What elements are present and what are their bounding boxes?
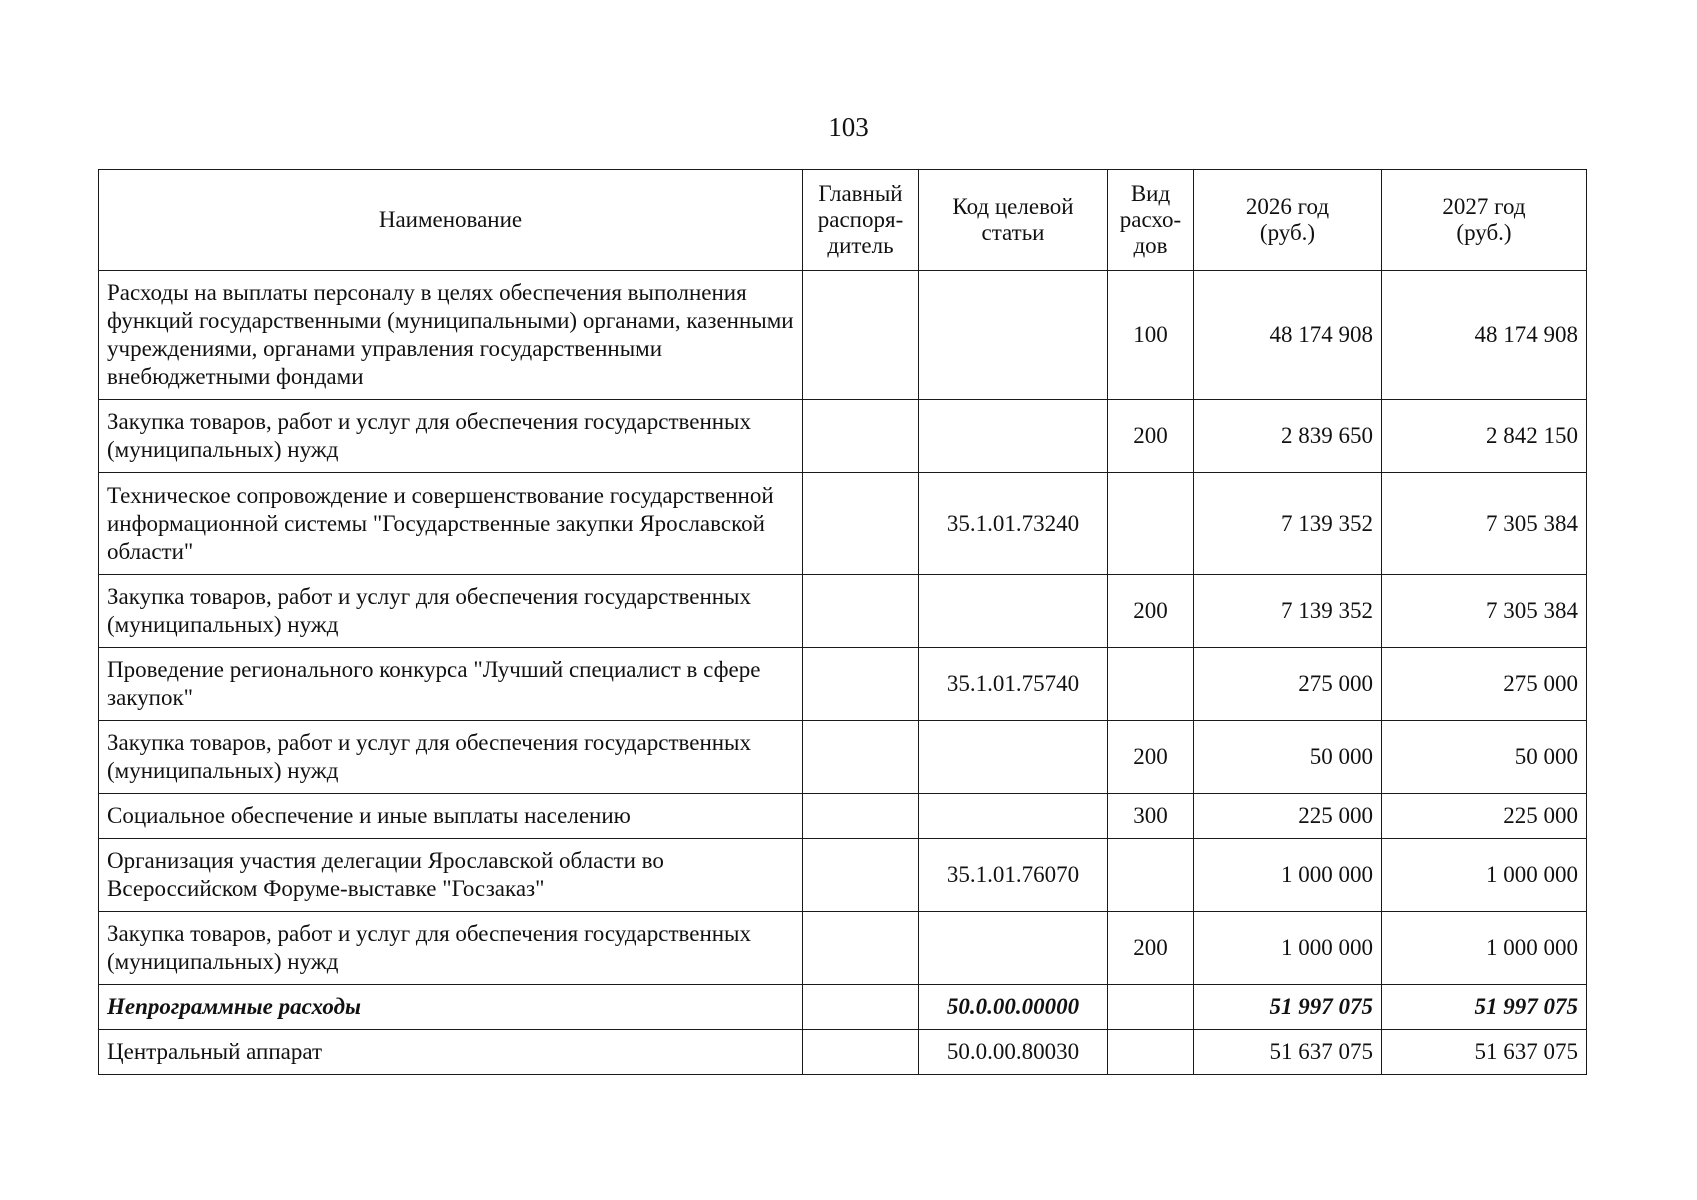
header-row — [99, 170, 1587, 271]
cell-2026: 48 174 908 — [1194, 271, 1382, 400]
header-manager-line-2: распоря- — [817, 207, 904, 232]
cell-name: Организация участия делегации Ярославской области во Всероссийском Форуме-выставке "Госзаказ" — [99, 839, 803, 912]
cell-manager — [803, 271, 919, 400]
cell-name: Закупка товаров, работ и услуг для обеспечения государственных (муниципальных) нужд — [99, 912, 803, 985]
header-code-line-1: Код целевой — [952, 194, 1074, 219]
cell-type: 100 — [1108, 271, 1194, 400]
cell-code — [919, 721, 1108, 794]
cell-type — [1108, 1030, 1194, 1075]
cell-code — [919, 794, 1108, 839]
table-row — [99, 912, 1587, 985]
table-row — [99, 721, 1587, 794]
table-row — [99, 794, 1587, 839]
cell-type — [1108, 985, 1194, 1030]
cell-name: Закупка товаров, работ и услуг для обеспечения государственных (муниципальных) нужд — [99, 575, 803, 648]
table-body — [99, 271, 1587, 1075]
cell-code — [919, 271, 1108, 400]
cell-2026: 50 000 — [1194, 721, 1382, 794]
table-row — [99, 400, 1587, 473]
budget-table — [98, 169, 1587, 1075]
header-2026-line-1: 2026 год — [1245, 194, 1330, 219]
cell-2027: 48 174 908 — [1382, 271, 1587, 400]
cell-code: 50.0.00.80030 — [919, 1030, 1108, 1075]
cell-manager — [803, 575, 919, 648]
cell-code — [919, 912, 1108, 985]
cell-2026: 7 139 352 — [1194, 473, 1382, 575]
cell-manager — [803, 912, 919, 985]
cell-type: 200 — [1108, 400, 1194, 473]
table-row — [99, 1030, 1587, 1075]
table-row — [99, 839, 1587, 912]
header-name: Наименование — [99, 170, 803, 271]
header-type-line-3: дов — [1133, 233, 1168, 258]
cell-2027: 225 000 — [1382, 794, 1587, 839]
header-type-line-1: Вид — [1130, 181, 1171, 206]
cell-code: 35.1.01.73240 — [919, 473, 1108, 575]
header-code-line-2: статьи — [981, 220, 1045, 245]
cell-2026: 2 839 650 — [1194, 400, 1382, 473]
header-2027 — [1382, 170, 1587, 271]
cell-code: 35.1.01.76070 — [919, 839, 1108, 912]
cell-2027: 51 637 075 — [1382, 1030, 1587, 1075]
cell-code: 50.0.00.00000 — [919, 985, 1108, 1030]
header-manager-line-3: дитель — [827, 233, 894, 258]
header-2026 — [1194, 170, 1382, 271]
header-manager-line-1: Главный — [818, 181, 903, 206]
table-row — [99, 473, 1587, 575]
cell-type — [1108, 473, 1194, 575]
header-code — [919, 170, 1108, 271]
cell-2027: 50 000 — [1382, 721, 1587, 794]
cell-2026: 225 000 — [1194, 794, 1382, 839]
table-header — [99, 170, 1587, 271]
cell-2027: 2 842 150 — [1382, 400, 1587, 473]
cell-type: 200 — [1108, 912, 1194, 985]
cell-type — [1108, 839, 1194, 912]
cell-2027: 1 000 000 — [1382, 839, 1587, 912]
cell-code: 35.1.01.75740 — [919, 648, 1108, 721]
cell-2027: 51 997 075 — [1382, 985, 1587, 1030]
cell-2027: 1 000 000 — [1382, 912, 1587, 985]
page-number: 103 — [828, 112, 869, 142]
cell-code — [919, 575, 1108, 648]
cell-name: Центральный аппарат — [99, 1030, 803, 1075]
cell-2026: 275 000 — [1194, 648, 1382, 721]
cell-manager — [803, 985, 919, 1030]
cell-name: Техническое сопровождение и совершенствование государственной информационной системы "Государственные закупки Ярославской области" — [99, 473, 803, 575]
cell-type: 200 — [1108, 721, 1194, 794]
cell-manager — [803, 648, 919, 721]
cell-2026: 51 637 075 — [1194, 1030, 1382, 1075]
cell-name: Расходы на выплаты персоналу в целях обеспечения выполнения функций государственными (муниципальными) органами, казенными учреждениями, органами управления государственными внебюджетными фондами — [99, 271, 803, 400]
cell-type: 300 — [1108, 794, 1194, 839]
cell-name: Закупка товаров, работ и услуг для обеспечения государственных (муниципальных) нужд — [99, 721, 803, 794]
header-manager — [803, 170, 919, 271]
cell-2027: 275 000 — [1382, 648, 1587, 721]
cell-name: Закупка товаров, работ и услуг для обеспечения государственных (муниципальных) нужд — [99, 400, 803, 473]
cell-manager — [803, 794, 919, 839]
cell-2026: 1 000 000 — [1194, 839, 1382, 912]
cell-manager — [803, 473, 919, 575]
header-type-line-2: расхо- — [1119, 207, 1182, 232]
header-type — [1108, 170, 1194, 271]
cell-type: 200 — [1108, 575, 1194, 648]
table-row — [99, 648, 1587, 721]
cell-name: Социальное обеспечение и иные выплаты населению — [99, 794, 803, 839]
header-2027-line-2: (руб.) — [1456, 220, 1512, 245]
cell-manager — [803, 400, 919, 473]
table-row-section — [99, 985, 1587, 1030]
cell-2026: 7 139 352 — [1194, 575, 1382, 648]
table-row — [99, 575, 1587, 648]
cell-2027: 7 305 384 — [1382, 575, 1587, 648]
header-2027-line-1: 2027 год — [1442, 194, 1526, 219]
cell-2026: 51 997 075 — [1194, 985, 1382, 1030]
table-row — [99, 271, 1587, 400]
cell-manager — [803, 721, 919, 794]
cell-code — [919, 400, 1108, 473]
cell-manager — [803, 1030, 919, 1075]
cell-2026: 1 000 000 — [1194, 912, 1382, 985]
cell-name: Непрограммные расходы — [99, 985, 803, 1030]
cell-type — [1108, 648, 1194, 721]
cell-name: Проведение регионального конкурса "Лучший специалист в сфере закупок" — [99, 648, 803, 721]
header-2026-line-2: (руб.) — [1259, 220, 1316, 245]
cell-manager — [803, 839, 919, 912]
cell-2027: 7 305 384 — [1382, 473, 1587, 575]
